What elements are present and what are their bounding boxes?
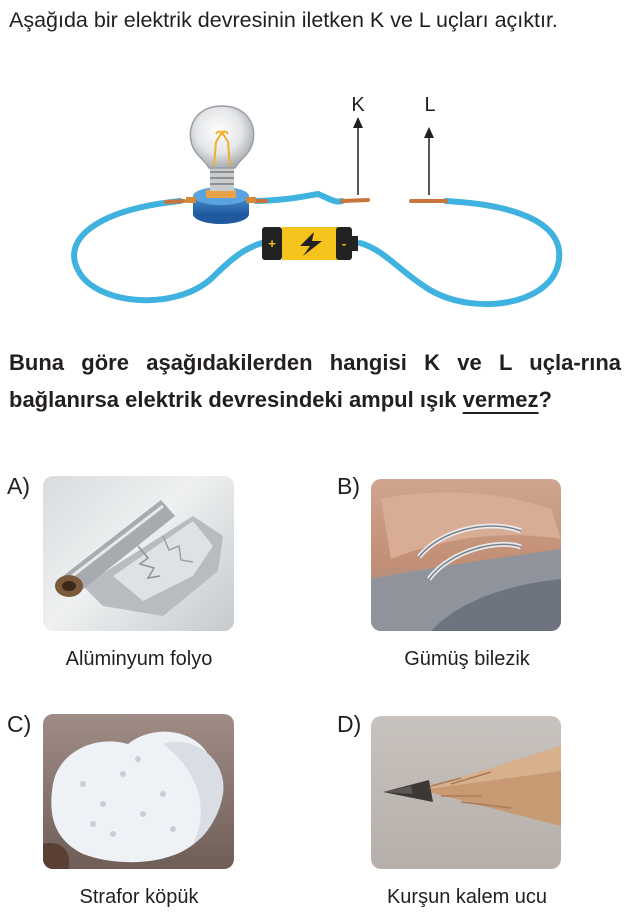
option-c-caption: Strafor köpük (79, 886, 199, 908)
option-a-letter: A) (7, 473, 30, 499)
pencil-tip-icon (371, 716, 561, 869)
intro-text: Aşağıda bir elektrik devresinin iletken K ve L uçları açıktır. (9, 8, 558, 32)
bulb-icon (190, 106, 253, 168)
silver-bracelet-icon (371, 479, 561, 631)
arrow-k (353, 117, 363, 195)
option-c-letter: C) (7, 711, 32, 737)
circuit-diagram (0, 85, 625, 320)
option-b-letter: B) (337, 473, 360, 499)
option-a-image[interactable] (43, 476, 234, 631)
question-suffix: ? (538, 387, 552, 412)
option-c-image[interactable] (43, 714, 234, 869)
option-d-letter: D) (337, 711, 362, 737)
wire-bulb-to-k (256, 194, 342, 202)
bulb-screw (210, 166, 234, 191)
svg-text:+: + (268, 236, 276, 251)
wire-battery-to-l (360, 201, 559, 304)
arrow-l (424, 127, 434, 195)
option-b-caption: Gümüş bilezik (404, 648, 530, 670)
bulb-holder (186, 187, 256, 224)
label-k: K (351, 94, 365, 116)
question-text (9, 344, 621, 418)
aluminum-foil-roll-icon (43, 476, 234, 631)
styrofoam-piece-icon (43, 714, 234, 869)
label-l: L (424, 94, 436, 116)
question-emphasis: vermez (462, 387, 539, 412)
option-b-image[interactable] (371, 479, 561, 631)
svg-text:-: - (341, 236, 347, 251)
question-prefix: Buna göre aşağıdakilerden hangisi K ve L uçla-rına bağlanırsa elektrik devresindeki ampul ışık (9, 350, 621, 412)
option-d-image[interactable] (371, 716, 561, 869)
option-d-caption: Kurşun kalem ucu (386, 886, 548, 908)
battery-icon (262, 227, 358, 260)
option-a-caption: Alüminyum folyo (65, 648, 213, 670)
